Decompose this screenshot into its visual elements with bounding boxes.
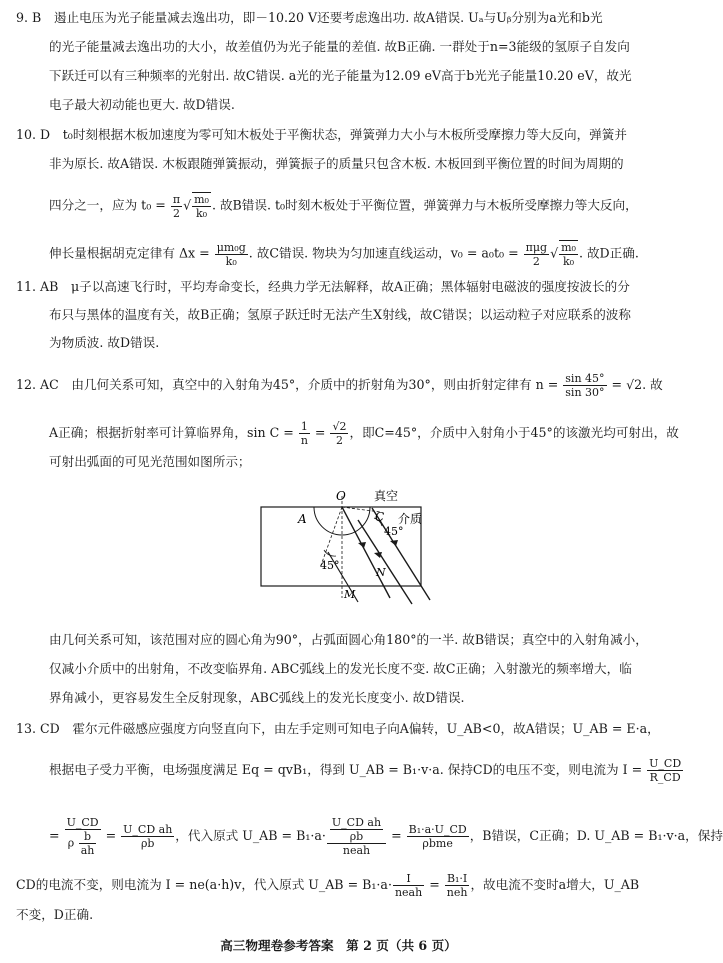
q12-line-5: 仅减小介质中的出射角，不改变临界角. ABC弧线上的发光长度不变. 故C正确；入射激光的频率增大，临 [49,661,632,676]
q13-line-2 [49,757,682,784]
text: = [101,828,121,843]
fraction: $\frac{\sin 45^\circ}{\sin 30^\circ}$ [565,372,605,399]
text: = √2. 故 [607,377,663,392]
fraction: $\frac{U\_CD}{R\_CD}$ [649,757,682,784]
fraction: $\frac{\text{πμg}}{2}$ [525,240,548,268]
q12-line-6: 界角减小，更容易发生全反射现象，ABC弧线上的发光长度变小. 故D错误. [49,690,465,705]
arrow-3 [390,540,398,546]
fraction: U_CD ρ $\frac{b}{ah}$ [66,816,99,857]
text: ，代入原式 U_AB = B₁·a· [175,828,326,843]
fraction: $\frac{\text{B₁·I}}{\text{neh}}$ [446,872,468,899]
sqrt: √ [550,245,559,261]
q11-line-1: 11. AB μ子以高速飞行时，平均寿命变长，经典力学无法解释，故A正确；黑体辐射电磁波的强度按波长的分 [16,279,630,294]
fraction: $\frac{\text{U\_CD ah}}{\rho b}$ [123,823,173,850]
refraction-diagram [240,480,440,620]
label-m: M [344,588,356,601]
text: 伸长量根据胡克定律有 Δx = [49,245,214,261]
text: 12. AC 由几何关系可知，真空中的入射角为45°，介质中的折射角为30°，则由折射定律有 n = [16,377,563,392]
label-o: O [336,489,346,503]
text: . 故D正确. [578,245,639,261]
fraction: $\frac{I}{\text{neah}}$ [394,872,423,899]
q12-line-2 [49,420,679,447]
q13-line-4 [16,872,662,899]
text: . 故C错误. 物块为匀加速直线运动，v₀ = a₀t₀ = [248,245,523,261]
fraction: $\frac{√2}{2}$ [332,420,347,447]
label-medium: 介质 [398,512,423,526]
q10-line-2: 非为原长. 故A错误. 木板跟随弹簧振动，弹簧振子的质量只包含木板. 木板回到平衡位置的时间为周期的 [49,156,624,171]
q9-line-3: 下跃迁可以有三种频率的光射出. 故C错误. a光的光子能量为12.09 eV高于b光光子能量10.20 eV，故光 [49,68,632,83]
fraction: $\frac{\text{m₀}}{\text{k₀}}$ [561,241,576,268]
text: = [425,877,444,892]
label-c: C [375,510,385,524]
fraction: $\frac{\text{m₀}}{\text{k₀}}$ [194,193,209,220]
text: 根据电子受力平衡，电场强度满足 Eq = qvB₁，得到 U_AB = B₁·v·a. 保持CD的电压不变，则电流为 I = [49,762,647,777]
q12-line-1 [16,372,662,399]
label-a: A [298,512,307,526]
fraction: $\frac{\frac{\text{U\_CD ah}}{\rho b}}{\text{neah}}$ [327,816,386,857]
arrow-1 [358,542,366,548]
q11-line-2: 布只与黑体的温度有关，故B正确；氢原子跃迁时无法产生X射线，故C错误；以运动粒子对应联系的波称 [49,307,631,322]
fraction: $\frac{\pi}{2}$ [172,192,181,220]
q13-line-3 [49,816,723,857]
q12-line-4: 由几何关系可知，该范围对应的圆心角为90°，占弧面圆心角180°的一半. 故B错误；真空中的入射角减小， [49,632,648,647]
label-vacuum: 真空 [374,489,399,503]
arrow-2 [374,552,382,558]
text: ，即C=45°，介质中入射角小于45°的该激光均可射出，故 [349,425,679,440]
text: ，B错误，C正确；D. U_AB = B₁·v·a，保持 [469,828,723,843]
q9-line-2: 的光子能量减去逸出功的大小，故差值仍为光子能量的差值. 故B正确. 一群处于n=3能级的氢原子自发向 [49,39,630,54]
label-45-lower: 45° [320,559,340,572]
text: = [310,425,330,440]
text: ，故电流不变时a增大，U_AB [470,877,640,892]
q10-line-1: 10. D t₀时刻根据木板加速度为零可知木板处于平衡状态，弹簧弹力大小与木板所受摩擦力等大反向，弹簧并 [16,127,627,142]
q9-line-4: 电子最大初动能也更大. 故D错误. [49,97,235,112]
text: . 故B错误. t₀时刻木板处于平衡位置，弹簧弹力与木板所受摩擦力等大反向， [211,197,638,213]
label-n: N [376,566,386,579]
q12-line-3: 可射出弧面的可见光范围如图所示； [49,454,251,469]
q13-line-5: 不变，D正确. [16,907,94,922]
q9-line-1: 9. B 遏止电压为光子能量减去逸出功，即－10.20 V还要考虑逸出功. 故A错误. Uₐ与Uᵦ分别为a光和b光 [16,10,603,25]
text: A正确；根据折射率可计算临界角，sin C = [49,425,298,440]
label-45-upper: 45° [384,525,404,538]
fraction: $\frac{\text{μm₀g}}{\text{k₀}}$ [216,240,246,268]
q13-line-1: 13. CD 霍尔元件磁感应强度方向竖直向下，由左手定则可知电子向A偏转，U_AB<0，故A错误；U_AB = E·a， [16,721,660,736]
q10-line-4 [49,240,662,268]
q10-line-3 [49,192,662,220]
fraction: $\frac{\text{B₁·a·U\_CD}}{\text{ρbme}}$ [408,823,467,850]
q11-line-3: 为物质波. 故D错误. [49,335,160,350]
fraction: $\frac{1}{n}$ [300,420,308,447]
text: = [49,828,64,843]
text: = [387,828,406,843]
page-footer: 高三物理卷参考答案 第 2 页（共 6 页） [220,938,457,953]
text: 四分之一，应为 t₀ = [49,197,170,213]
sqrt: √ [183,197,192,213]
text: CD的电流不变，则电流为 I = ne(a·h)v，代入原式 U_AB = B₁·a· [16,877,392,892]
